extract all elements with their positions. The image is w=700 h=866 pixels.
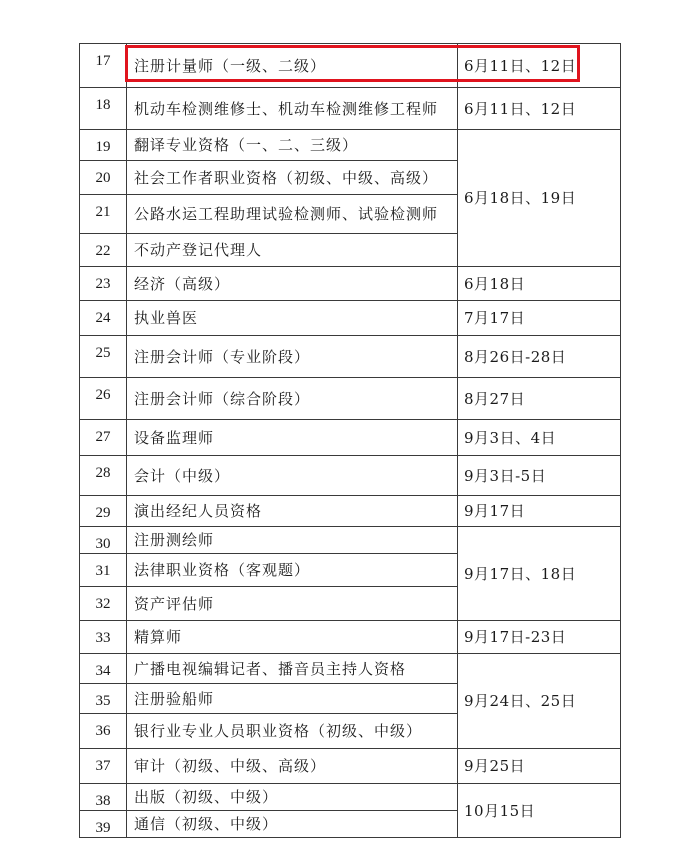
row-number: 30 — [80, 527, 127, 554]
table-row — [80, 44, 621, 88]
exam-name: 演出经纪人员资格 — [127, 496, 458, 527]
table-row — [80, 621, 621, 654]
exam-date: 8月27日 — [458, 378, 621, 420]
exam-date: 8月26日-28日 — [458, 336, 621, 378]
exam-date: 9月24日、25日 — [458, 654, 621, 749]
row-number: 33 — [80, 621, 127, 654]
exam-name: 出版（初级、中级） — [127, 784, 458, 811]
table-row — [80, 654, 621, 684]
exam-date: 7月17日 — [458, 301, 621, 336]
table-row — [80, 527, 621, 554]
row-number: 20 — [80, 161, 127, 195]
exam-name: 执业兽医 — [127, 301, 458, 336]
exam-name: 审计（初级、中级、高级） — [127, 749, 458, 784]
exam-name: 会计（中级） — [127, 456, 458, 496]
exam-name: 公路水运工程助理试验检测师、试验检测师 — [127, 195, 458, 234]
exam-name: 设备监理师 — [127, 420, 458, 456]
exam-name: 注册测绘师 — [127, 527, 458, 554]
exam-name: 银行业专业人员职业资格（初级、中级） — [127, 714, 458, 749]
exam-name: 社会工作者职业资格（初级、中级、高级） — [127, 161, 458, 195]
exam-name: 资产评估师 — [127, 587, 458, 621]
exam-date: 10月15日 — [458, 784, 621, 838]
table-row — [80, 420, 621, 456]
exam-date: 6月18日、19日 — [458, 130, 621, 267]
exam-date: 9月17日-23日 — [458, 621, 621, 654]
row-number: 25 — [80, 336, 127, 378]
row-number: 32 — [80, 587, 127, 621]
row-number: 28 — [80, 456, 127, 496]
row-number: 31 — [80, 554, 127, 587]
exam-name: 翻译专业资格（一、二、三级） — [127, 130, 458, 161]
row-number: 39 — [80, 811, 127, 838]
exam-date: 6月11日、12日 — [458, 88, 621, 130]
exam-date: 9月25日 — [458, 749, 621, 784]
row-number: 22 — [80, 234, 127, 267]
row-number: 19 — [80, 130, 127, 161]
exam-date: 9月3日、4日 — [458, 420, 621, 456]
table-row — [80, 301, 621, 336]
row-number: 21 — [80, 195, 127, 234]
table-row — [80, 336, 621, 378]
exam-date: 6月18日 — [458, 267, 621, 301]
exam-date: 9月17日、18日 — [458, 527, 621, 621]
row-number: 27 — [80, 420, 127, 456]
row-number: 38 — [80, 784, 127, 811]
row-number: 37 — [80, 749, 127, 784]
row-number: 35 — [80, 684, 127, 714]
exam-schedule-table — [79, 43, 621, 838]
exam-name: 精算师 — [127, 621, 458, 654]
row-number: 18 — [80, 88, 127, 130]
exam-name: 机动车检测维修士、机动车检测维修工程师 — [127, 88, 458, 130]
table-row — [80, 749, 621, 784]
exam-name: 注册验船师 — [127, 684, 458, 714]
exam-date: 9月17日 — [458, 496, 621, 527]
row-number: 34 — [80, 654, 127, 684]
exam-name: 注册会计师（综合阶段） — [127, 378, 458, 420]
table-row — [80, 496, 621, 527]
exam-name: 法律职业资格（客观题） — [127, 554, 458, 587]
table-row — [80, 130, 621, 161]
table-row — [80, 378, 621, 420]
row-number: 17 — [80, 44, 127, 88]
table-row — [80, 88, 621, 130]
table-row — [80, 267, 621, 301]
exam-date: 9月3日-5日 — [458, 456, 621, 496]
exam-name: 经济（高级） — [127, 267, 458, 301]
row-number: 24 — [80, 301, 127, 336]
table-row — [80, 784, 621, 811]
exam-name: 通信（初级、中级） — [127, 811, 458, 838]
row-number: 26 — [80, 378, 127, 420]
table-row — [80, 456, 621, 496]
exam-name: 不动产登记代理人 — [127, 234, 458, 267]
exam-date: 6月11日、12日 — [458, 44, 621, 88]
exam-name: 注册会计师（专业阶段） — [127, 336, 458, 378]
exam-name: 注册计量师（一级、二级） — [127, 44, 458, 88]
row-number: 29 — [80, 496, 127, 527]
row-number: 36 — [80, 714, 127, 749]
exam-name: 广播电视编辑记者、播音员主持人资格 — [127, 654, 458, 684]
row-number: 23 — [80, 267, 127, 301]
